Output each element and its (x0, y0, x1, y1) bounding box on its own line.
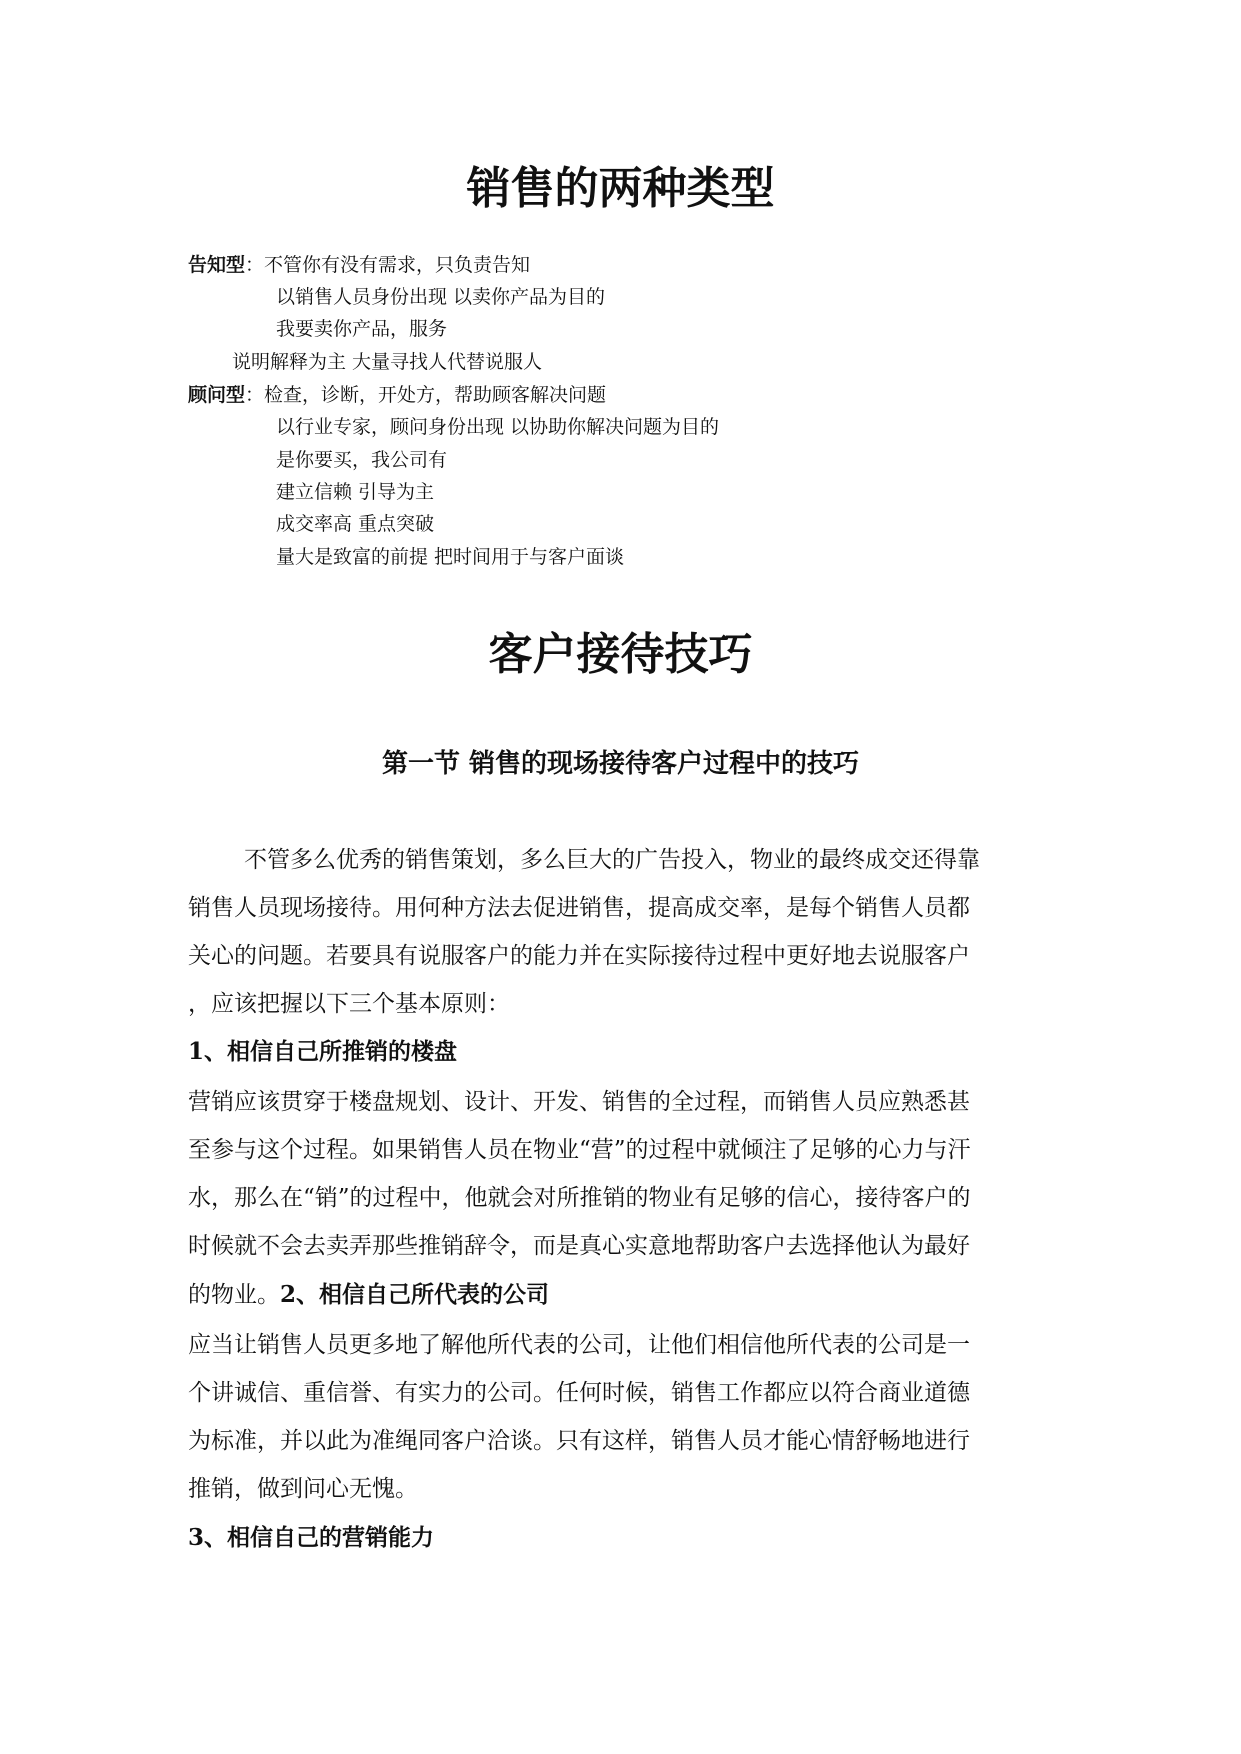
consult-colon: ： (245, 384, 265, 406)
principle-2-line: 推销，做到问心无愧。 (188, 1476, 418, 1502)
principle-2-heading: 2、相信自己所代表的公司 (280, 1281, 550, 1308)
principle-1-tail: 的物业。 (188, 1282, 280, 1308)
consult-line: 建立信赖 引导为主 (276, 481, 435, 503)
inform-first-line (188, 254, 530, 276)
principle-1-line: 时候就不会去卖弄那些推销辞令，而是真心实意地帮助客户去选择他认为最好 (188, 1233, 970, 1259)
principle-1-line: 水，那么在“销”的过程中，他就会对所推销的物业有足够的信心，接待客户的 (188, 1185, 971, 1211)
principle-1-last-line (188, 1280, 549, 1310)
principle-2-line: 为标准，并以此为准绳同客户洽谈。只有这样，销售人员才能心情舒畅地进行 (188, 1428, 970, 1454)
section-subtitle: 第一节 销售的现场接待客户过程中的技巧 (381, 749, 860, 779)
principle-1-heading: 1、相信自己所推销的楼盘 (188, 1038, 458, 1065)
page-title: 销售的两种类型 (466, 163, 775, 214)
principle-1-line: 至参与这个过程。如果销售人员在物业“营”的过程中就倾注了足够的心力与汗 (188, 1137, 971, 1163)
principle-1-line: 营销应该贯穿于楼盘规划、设计、开发、销售的全过程，而销售人员应熟悉甚 (188, 1089, 970, 1115)
intro-line: 不管多么优秀的销售策划，多么巨大的广告投入，物业的最终成交还得靠 (244, 847, 980, 873)
inform-line: 说明解释为主 大量寻找人代替说服人 (232, 351, 543, 373)
intro-line: 销售人员现场接待。用何种方法去促进销售，提高成交率，是每个销售人员都 (188, 895, 970, 921)
principle-3-heading: 3、相信自己的营销能力 (188, 1524, 435, 1551)
inform-colon: ： (245, 254, 265, 276)
principle-2-line: 应当让销售人员更多地了解他所代表的公司，让他们相信他所代表的公司是一 (188, 1332, 970, 1358)
intro-line: ，应该把握以下三个基本原则： (188, 991, 510, 1017)
inform-label: 告知型 (188, 254, 246, 276)
consult-label: 顾问型 (188, 384, 246, 406)
section-main-title: 客户接待技巧 (488, 629, 753, 680)
consult-line: 成交率高 重点突破 (276, 513, 435, 535)
consult-first-line (188, 384, 606, 406)
consult-line: 以行业专家，顾问身份出现 以协助你解决问题为目的 (276, 416, 720, 438)
consult-line: 是你要买，我公司有 (276, 449, 448, 471)
consult-line: 量大是致富的前提 把时间用于与客户面谈 (276, 546, 625, 568)
inform-line: 以销售人员身份出现 以卖你产品为目的 (276, 286, 606, 308)
intro-line: 关心的问题。若要具有说服客户的能力并在实际接待过程中更好地去说服客户 (188, 943, 970, 969)
inform-line: 不管你有没有需求，只负责告知 (264, 254, 531, 276)
principle-2-line: 个讲诚信、重信誉、有实力的公司。任何时候，销售工作都应以符合商业道德 (188, 1380, 970, 1406)
consult-line: 检查，诊断，开处方，帮助顾客解决问题 (264, 384, 607, 406)
inform-line: 我要卖你产品，服务 (276, 318, 448, 340)
